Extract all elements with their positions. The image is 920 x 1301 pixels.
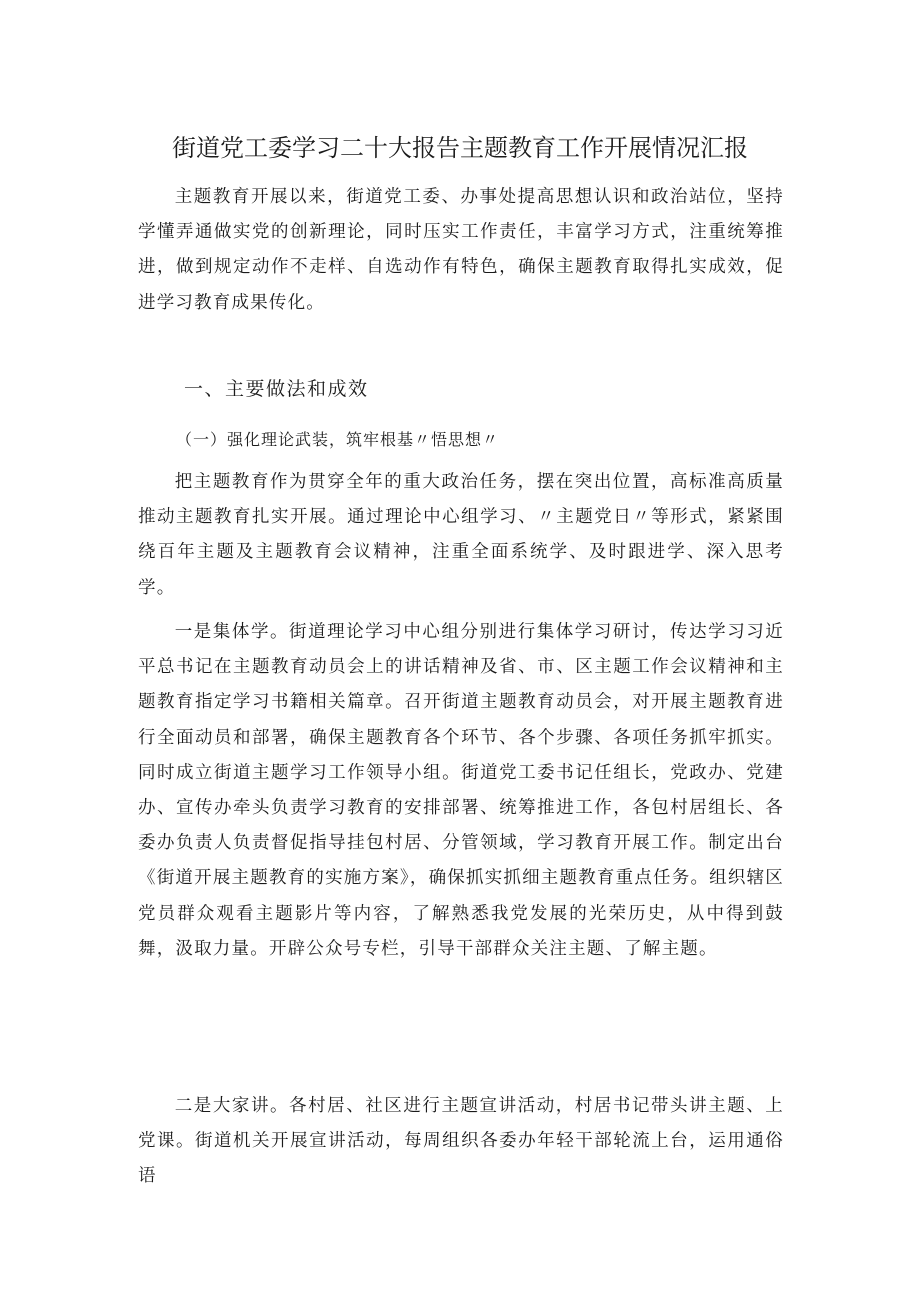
document-title: 街道党工委学习二十大报告主题教育工作开展情况汇报 [172, 134, 748, 162]
collective-study-paragraph: 一是集体学。街道理论学习中心组分别进行集体学习研讨，传达学习习近平总书记在主题教育动员会上的讲话精神及省、市、区主题工作会议精神和主题教育指定学习书籍相关篇章。召开街道主题教育动员会，对开展主题教育进行全面动员和部署，确保主题教育各个环节、各个步骤、各项任务抓牢抓实。同时成立街道主题学习工作领导小组。街道党工委书记任组长，党政办、党建办、宣传办牵头负责学习教育的安排部署、统筹推进工作，各包村居组长、各委办负责人负责督促指导挂包村居、分管领域，学习教育开展工作。制定出台《街道开展主题教育的实施方案》，确保抓实抓细主题教育重点任务。组织辖区党员群众观看主题影片等内容，了解熟悉我党发展的光荣历史，从中得到鼓舞，汲取力量。开辟公众号专栏，引导干部群众关注主题、了解主题。 [138, 622, 784, 959]
section-heading-main-practices: 一、主要做法和成效 [184, 378, 369, 400]
overview-paragraph: 把主题教育作为贯穿全年的重大政治任务，摆在突出位置，高标准高质量推动主题教育扎实开展。通过理论中心组学习、〃主题党日〃等形式，紧紧围绕百年主题及主题教育会议精神，注重全面系统学、及时跟进学、深入思考学。 [138, 472, 784, 598]
subsection-heading-theory: （一）强化理论武装，筑牢根基〃悟思想〃 [176, 430, 500, 449]
intro-paragraph: 主题教育开展以来，街道党工委、办事处提高思想认识和政治站位，坚持学懂弄通做实党的创新理论，同时压实工作责任，丰富学习方式，注重统筹推进，做到规定动作不走样、自选动作有特色，确保主题教育取得扎实成效，促进学习教育成果传化。 [138, 187, 784, 313]
lecture-paragraph: 二是大家讲。各村居、社区进行主题宣讲活动，村居书记带头讲主题、上党课。街道机关开展宣讲活动，每周组织各委办年轻干部轮流上台，运用通俗语 [138, 1096, 784, 1187]
